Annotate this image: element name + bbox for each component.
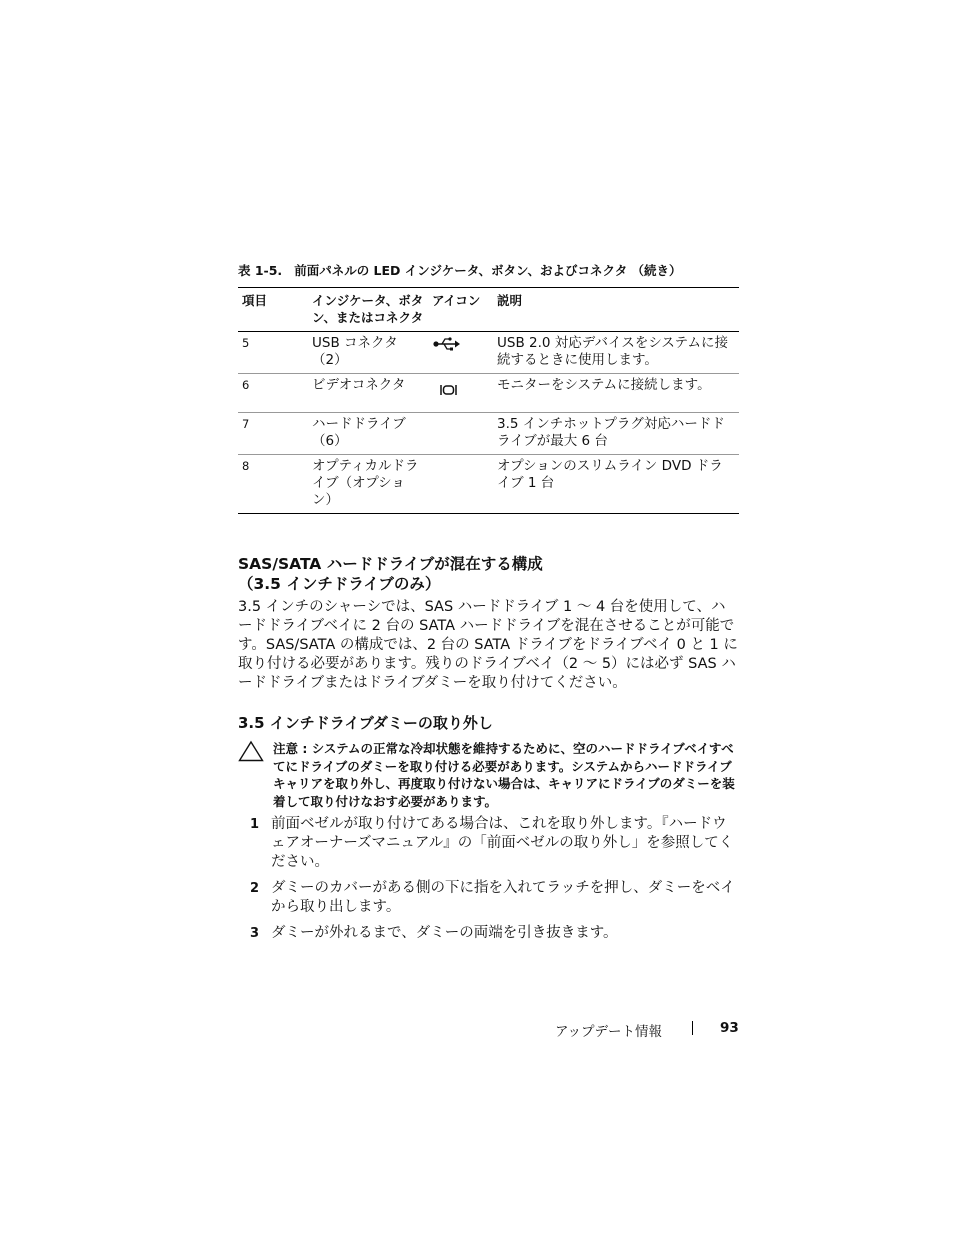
header-name: インジケータ、ボタン、またはコネクタ xyxy=(308,288,428,332)
row-description: モニターをシステムに接続します。 xyxy=(493,374,739,413)
header-item: 項目 xyxy=(238,288,308,332)
list-item xyxy=(250,924,740,943)
row-icon xyxy=(428,332,493,374)
step-number: 3 xyxy=(250,926,260,941)
row-item: 5 xyxy=(238,332,308,374)
usb-icon xyxy=(432,335,462,353)
led-indicator-table xyxy=(238,287,739,514)
row-item: 6 xyxy=(238,374,308,413)
page-number: 93 xyxy=(720,1020,739,1036)
caution-note: 注意 : システムの正常な冷却状態を維持するために、空のハードドライブベイすべてにドライブのダミーを取り付ける必要があります。システムからハードドライブキャリアを取り外し、再度取り付けない場合は、キャリアにドライブのダミーを装着して取り付けなおす必要があります。 xyxy=(273,741,735,809)
row-description: USB 2.0 対応デバイスをシステムに接続するときに使用します。 xyxy=(493,332,739,374)
footer-divider xyxy=(692,1021,693,1035)
table-caption-label: 表 1-5. xyxy=(238,263,283,278)
footer-section-title: アップデート情報 xyxy=(555,1024,663,1040)
row-icon xyxy=(428,455,493,514)
table-row xyxy=(238,413,739,455)
header-description: 説明 xyxy=(493,288,739,332)
row-name: USB コネクタ（2） xyxy=(308,332,428,374)
list-item xyxy=(250,815,740,872)
step-text: ダミーのカバーがある側の下に指を入れてラッチを押し、ダミーをベイから取り出します。 xyxy=(271,880,735,915)
list-item xyxy=(250,879,740,917)
table-header-row xyxy=(238,288,739,332)
section-body: 3.5 インチのシャーシでは、SAS ハードドライブ 1 〜 4 台を使用して、ハードドライブベイに 2 台の SATA ハードドライブを混在させることが可能です。SAS/SATA の構成では、2 台の SATA ドライブをドライブベイ 0 と 1 に取り付ける必要があります。残りのドライブベイ（2 〜 5）には必ず SAS ハードドライブまたはドライブダミーを取り付けてください。 xyxy=(238,599,738,691)
table-caption-title: 前面パネルの LED インジケータ、ボタン、およびコネクタ （続き） xyxy=(294,263,682,278)
step-text: 前面ベゼルが取り付けてある場合は、これを取り外します。『ハードウェアオーナーズマニュアル』の「前面ベゼルの取り外し」を参照してください。 xyxy=(271,816,734,870)
step-text: ダミーが外れるまで、ダミーの両端を引き抜きます。 xyxy=(271,925,618,941)
row-item: 8 xyxy=(238,455,308,514)
step-number: 2 xyxy=(250,881,260,896)
row-description: 3.5 インチホットプラグ対応ハードドライブが最大 6 台 xyxy=(493,413,739,455)
section-heading-line2: （3.5 インチドライブのみ） xyxy=(238,575,441,593)
row-icon xyxy=(428,374,493,413)
row-description: オプションのスリムライン DVD ドライブ 1 台 xyxy=(493,455,739,514)
row-name: ハードドライブ（6） xyxy=(308,413,428,455)
table-row xyxy=(238,455,739,514)
row-icon xyxy=(428,413,493,455)
video-connector-icon xyxy=(432,377,462,403)
procedure-steps xyxy=(250,815,740,950)
row-name: ビデオコネクタ xyxy=(308,374,428,413)
section-heading-blank-removal: 3.5 インチドライブダミーの取り外し xyxy=(238,714,493,732)
step-number: 1 xyxy=(250,817,260,832)
table-row xyxy=(238,374,739,413)
section-heading-line1: SAS/SATA ハードドライブが混在する構成 xyxy=(238,555,543,573)
caution-icon xyxy=(238,740,264,762)
table-row xyxy=(238,332,739,374)
table-caption xyxy=(238,261,682,279)
section-heading-mixed-config xyxy=(238,554,543,594)
row-item: 7 xyxy=(238,413,308,455)
header-icon: アイコン xyxy=(428,288,493,332)
row-name: オプティカルドライブ（オプション） xyxy=(308,455,428,514)
